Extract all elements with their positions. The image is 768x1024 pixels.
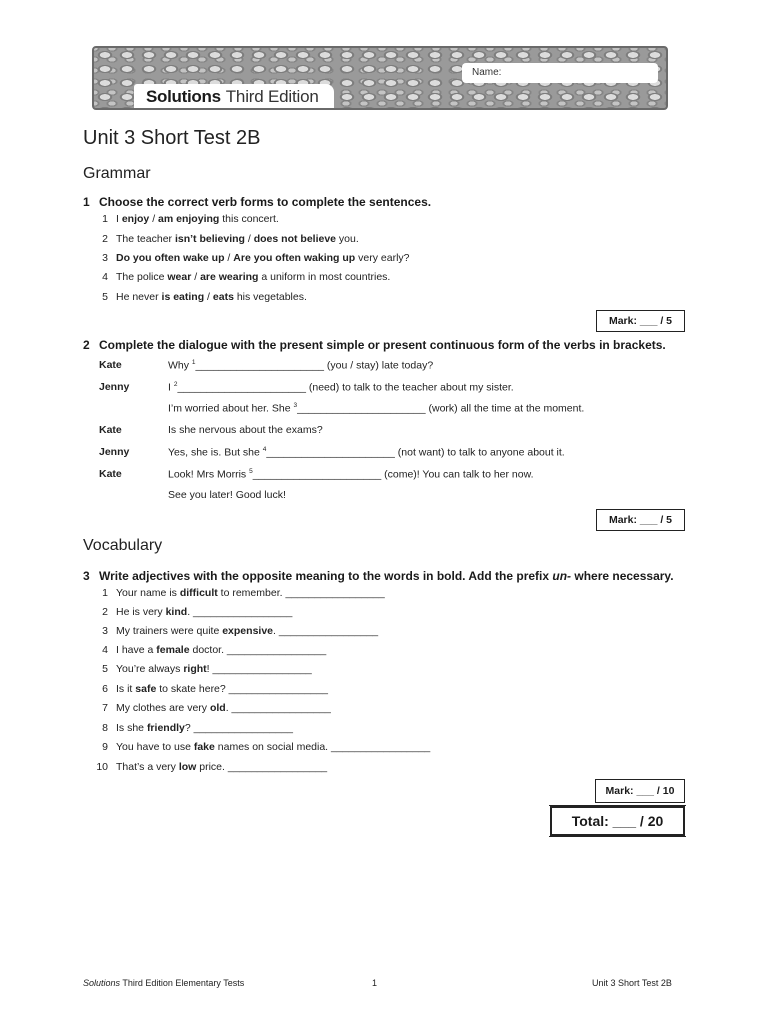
grammar-heading: Grammar [83,165,151,182]
sentence-text: That’s a very [116,761,179,773]
footer-series-rest: Third Edition Elementary Tests [120,978,245,988]
gap-and-verb: ______________________ (need) to talk to the teacher about my sister. [177,381,514,394]
option-1: is eating [161,291,205,303]
item-number: 4 [102,271,108,283]
gap-and-verb: ______________________ (work) all the time at the moment. [297,402,585,415]
mark-q3-text: Mark: ___ / 10 [605,785,675,797]
mark-q2-text: Mark: ___ / 5 [608,514,673,526]
mark-box-q2 [596,509,685,531]
option-1: wear [167,271,192,283]
dialogue-line [168,489,286,501]
dialogue-text: Look! Mrs Morris [168,468,250,481]
sentence [116,606,292,618]
sentence-text: a uniform in most countries. [258,271,391,283]
dialogue-text: See you later! Good luck! [168,489,286,501]
bold-word: right [183,663,207,675]
sentence-text: You’re always [116,663,184,675]
sentence [116,741,430,753]
q3-prefix: un- [552,569,572,583]
total-box [550,806,685,836]
sentence-text: I have a [116,644,157,656]
option-1: Do you often wake up [116,252,225,264]
question-2-number: 2 [83,338,90,352]
total-text: Total: ___ / 20 [571,813,664,829]
sentence-text: . _________________ [187,606,293,618]
question-3-instruction [99,569,674,583]
item-number: 3 [102,625,108,637]
speaker-name: Kate [99,468,122,480]
gap-number: 5 [249,468,253,475]
dialogue-line [168,381,514,394]
name-label: Name: [472,67,502,78]
gap-number: 1 [191,359,196,366]
bold-word: kind [165,606,188,618]
dialogue-text: I’m worried about her. She [168,402,294,415]
gap-number: 3 [293,402,298,409]
sentence [116,663,312,675]
dialogue-line [168,359,433,372]
item-number: 10 [96,761,108,773]
option-1: enjoy [121,213,150,225]
bold-word: low [178,761,197,773]
footer-series: Solutions [83,978,121,988]
item-number: 8 [102,722,108,734]
dialogue-line [168,446,565,459]
option-separator: / [149,213,159,225]
speaker-name: Kate [99,359,122,371]
footer-page-number: 1 [372,978,378,988]
sentence [116,761,327,773]
sentence-text: I [116,213,122,225]
dialogue-text: Yes, she is. But she [168,446,263,459]
sentence [116,271,390,283]
sentence [116,252,410,264]
option-2: eats [212,291,234,303]
sentence-text: Is she [116,722,147,734]
sentence-text: names on social media. _________________ [214,741,431,753]
sentence-text: . _________________ [273,625,379,637]
speaker-name: Jenny [99,381,130,393]
sentence [116,291,307,303]
name-field[interactable] [462,63,658,83]
mark-q1-text: Mark: ___ / 5 [608,315,673,327]
gap-number: 4 [262,446,267,453]
sentence-text: Is it [116,683,136,695]
sentence-text: very early? [355,252,410,264]
option-separator: / [224,252,234,264]
q3-instruction-end: where necessary. [571,569,674,583]
sentence-text: this concert. [219,213,279,225]
gap-and-verb: ______________________ (come)! You can talk to her now. [252,468,534,481]
sentence [116,587,385,599]
brand-edition: Third Edition [225,87,319,106]
option-separator: / [204,291,213,303]
sentence [116,233,359,245]
option-2: am enjoying [158,213,220,225]
bold-word: friendly [146,722,185,734]
item-number: 3 [102,252,108,264]
question-2-instruction: Complete the dialogue with the present simple or present continuous form of the verbs in brackets. [99,338,666,352]
option-1: isn’t believing [174,233,245,245]
bold-word: old [209,702,226,714]
dialogue-line [168,424,323,436]
bold-word: female [156,644,190,656]
sentence-text: ! _________________ [206,663,312,675]
sentence-text: doctor. _________________ [189,644,327,656]
gap-number: 2 [173,381,178,388]
option-2: Are you often waking up [233,252,356,264]
item-number: 7 [102,702,108,714]
dialogue-line [168,468,534,481]
sentence-text: you. [336,233,359,245]
sentence-text: My trainers were quite [116,625,223,637]
sentence [116,722,293,734]
question-1-number: 1 [83,195,90,209]
item-number: 1 [102,587,108,599]
bold-word: expensive [222,625,274,637]
gap-and-verb: ______________________ (you / stay) late today? [195,359,434,372]
option-separator: / [244,233,254,245]
vocabulary-heading: Vocabulary [83,537,163,554]
item-number: 2 [102,233,108,245]
option-2: does not believe [253,233,337,245]
sentence-text: to skate here? _________________ [156,683,328,695]
speaker-name: Jenny [99,446,130,458]
dialogue-text: Why [168,359,192,372]
sentence [116,625,378,637]
q3-instruction-text: Write adjectives with the opposite meaning to the words in bold. Add the prefix [99,569,553,583]
sentence-text: My clothes are very [116,702,210,714]
item-number: 5 [102,291,108,303]
sentence-text: ? _________________ [184,722,293,734]
item-number: 5 [102,663,108,675]
page-title: Unit 3 Short Test 2B [83,127,261,149]
dialogue-text: Is she nervous about the exams? [168,424,323,436]
brand-logo [134,84,334,110]
sentence-text: price. _________________ [196,761,328,773]
bold-word: safe [135,683,157,695]
item-number: 4 [102,644,108,656]
sentence [116,644,326,656]
sentence-text: The police [116,271,168,283]
sentence-text: He is very [116,606,166,618]
bold-word: fake [193,741,215,753]
speaker-name: Kate [99,424,122,436]
option-2: are wearing [200,271,259,283]
item-number: 6 [102,683,108,695]
sentence-text: his vegetables. [233,291,307,303]
bold-word: difficult [179,587,218,599]
item-number: 2 [102,606,108,618]
item-number: 1 [102,213,108,225]
option-separator: / [191,271,201,283]
sentence [116,213,279,225]
question-3-number: 3 [83,569,90,583]
sentence-text: . _________________ [225,702,331,714]
brand-name: Solutions [146,87,221,106]
mark-box-q1 [596,310,685,332]
sentence-text: Your name is [116,587,180,599]
header-banner [92,46,668,110]
sentence-text: You have to use [116,741,194,753]
sentence-text: The teacher [116,233,175,245]
sentence [116,683,328,695]
dialogue-text: I [168,381,174,394]
item-number: 9 [102,741,108,753]
sentence [116,702,331,714]
sentence-text: He never [116,291,162,303]
dialogue-line [168,402,584,415]
sentence-text: to remember. _________________ [217,587,385,599]
mark-box-q3 [595,779,685,803]
footer-right: Unit 3 Short Test 2B [592,978,672,988]
gap-and-verb: ______________________ (not want) to talk to anyone about it. [266,446,565,459]
footer-left [83,978,244,988]
question-1-instruction: Choose the correct verb forms to complete the sentences. [99,195,432,209]
